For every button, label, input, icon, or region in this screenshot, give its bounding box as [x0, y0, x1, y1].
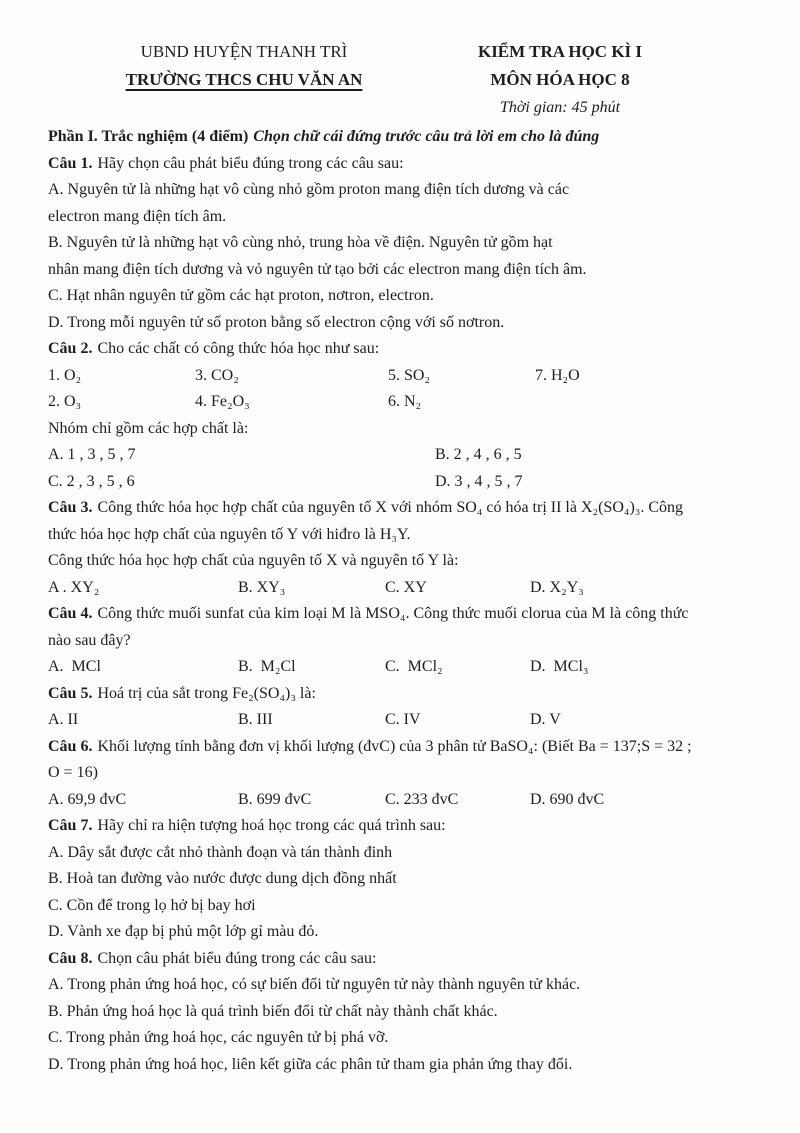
exam-subject: MÔN HÓA HỌC 8: [490, 70, 630, 89]
question-7-heading: [48, 813, 760, 840]
section-heading: [48, 124, 760, 151]
question-5-options: [48, 707, 760, 734]
question-6: [48, 734, 760, 814]
section-label: Phần I. Trắc nghiệm (4 điểm): [48, 128, 249, 145]
question-6-text-line1: Khối lượng tính bằng đơn vị khối lượng (đvC) của 3 phân tử BaSO₄: (Biết Ba = 137;S = 32 ;: [97, 737, 692, 755]
question-3-text-line2: thức hóa học hợp chất của nguyên tố Y với hiđro là H₃Y.: [48, 525, 411, 543]
question-4-option-b: B. M₂Cl: [238, 658, 296, 675]
question-6-option-d: D. 690 đvC: [530, 790, 605, 808]
question-7: [48, 813, 760, 946]
question-2-option-c: C. 2 , 3 , 5 , 6: [48, 472, 135, 490]
question-2-substances-row2: [48, 389, 760, 416]
question-1-heading: [48, 151, 760, 178]
question-8-heading: [48, 946, 760, 973]
exam-duration: Thời gian: 45 phút: [499, 99, 621, 116]
question-3: [48, 495, 760, 601]
question-8-number: Câu 8.: [48, 949, 93, 967]
question-4-heading: [48, 601, 760, 628]
question-4: [48, 601, 760, 681]
question-2-heading: [48, 336, 760, 363]
question-6-options: [48, 787, 760, 814]
question-3-text-line3: Công thức hóa học hợp chất của nguyên tố X và nguyên tố Y là:: [48, 552, 459, 569]
question-8-option-d: D. Trong phản ứng hoá học, liên kết giữa các phân tử tham gia phản ứng thay đổi.: [48, 1055, 573, 1073]
question-5-option-b: B. III: [238, 711, 273, 728]
question-2: [48, 336, 760, 495]
question-1-option-a-line2: electron mang điện tích âm.: [48, 207, 227, 225]
question-5-option-c: C. IV: [385, 711, 421, 728]
question-6-option-b: B. 699 đvC: [238, 790, 312, 808]
question-8-text: Chọn câu phát biểu đúng trong các câu sau:: [97, 949, 377, 967]
substance-2: 2. O₃: [48, 393, 82, 410]
question-3-option-c: C. XY: [385, 578, 427, 596]
question-4-option-a: A. MCl: [48, 658, 101, 675]
substance-blank: [535, 389, 760, 416]
section-instruction: Chọn chữ cái đứng trước câu trả lời em cho là đúng: [253, 128, 600, 145]
question-1: [48, 151, 760, 337]
question-7-option-d: D. Vành xe đạp bị phủ một lớp gỉ màu đỏ.: [48, 923, 319, 940]
question-1-option-c: C. Hạt nhân nguyên tử gồm các hạt proton, nơtron, electron.: [48, 287, 434, 304]
question-2-option-b: B. 2 , 4 , 6 , 5: [435, 446, 522, 463]
question-4-option-d: D. MCl₃: [530, 658, 589, 675]
substance-7: 7. H₂O: [535, 366, 580, 384]
question-4-option-c: C. MCl₂: [385, 658, 443, 675]
question-3-option-b: B. XY₃: [238, 578, 286, 596]
question-5-number: Câu 5.: [48, 684, 93, 702]
question-2-note: Nhóm chỉ gồm các hợp chất là:: [48, 419, 249, 437]
question-3-options: [48, 575, 760, 602]
question-6-option-c: C. 233 đvC: [385, 790, 459, 808]
question-2-number: Câu 2.: [48, 340, 93, 357]
substance-4: 4. Fe₂O₃: [195, 393, 250, 410]
question-4-options: [48, 654, 760, 681]
question-8-option-b: B. Phản ứng hoá học là quá trình biến đổi từ chất này thành chất khác.: [48, 1002, 498, 1020]
question-5: [48, 681, 760, 734]
question-5-text: Hoá trị của sắt trong Fe₂(SO₄)₃ là:: [97, 684, 316, 702]
question-1-text: Hãy chọn câu phát biểu đúng trong các câu sau:: [97, 154, 404, 172]
question-6-text-line2: O = 16): [48, 764, 98, 781]
question-5-option-d: D. V: [530, 711, 561, 728]
question-2-option-a: A. 1 , 3 , 5 , 7: [48, 446, 136, 463]
document-header: [48, 38, 760, 124]
exam-body: [48, 124, 760, 1078]
question-7-option-c: C. Cồn để trong lọ hở bị bay hơi: [48, 896, 256, 914]
substance-5: 5. SO₂: [388, 366, 431, 384]
question-2-options-row2: [48, 469, 760, 496]
question-1-number: Câu 1.: [48, 154, 93, 172]
question-6-number: Câu 6.: [48, 737, 93, 755]
issuing-authority: UBND HUYỆN THANH TRÌ: [140, 42, 348, 61]
school-name: TRƯỜNG THCS CHU VĂN AN: [125, 70, 363, 89]
question-5-heading: [48, 681, 760, 708]
question-3-option-d: D. X₂Y₃: [530, 578, 584, 596]
question-2-options-row1: [48, 442, 760, 469]
question-3-text-line1: Công thức hóa học hợp chất của nguyên tố X với nhóm SO₄ có hóa trị II là X₂(SO₄)₃. Công: [97, 499, 684, 516]
header-left-block: [48, 38, 440, 94]
question-7-number: Câu 7.: [48, 817, 93, 834]
question-8: [48, 946, 760, 1079]
question-3-number: Câu 3.: [48, 499, 93, 516]
question-1-option-d: D. Trong mỗi nguyên tử số proton bằng số electron cộng với số nơtron.: [48, 313, 505, 331]
question-2-text: Cho các chất có công thức hóa học như sau:: [97, 340, 380, 357]
question-1-option-b-line2: nhân mang điện tích dương và vỏ nguyên tử tạo bởi các electron mang điện tích âm.: [48, 260, 587, 278]
question-3-heading: [48, 495, 760, 522]
question-8-option-a: A. Trong phản ứng hoá học, có sự biến đổi từ nguyên tử này thành nguyên tử khác.: [48, 976, 581, 993]
question-4-text-line1: Công thức muối sunfat của kim loại M là MSO₄. Công thức muối clorua của M là công thức: [97, 605, 689, 622]
question-4-number: Câu 4.: [48, 605, 93, 622]
question-3-option-a: A . XY₂: [48, 578, 100, 596]
question-7-option-b: B. Hoà tan đường vào nước được dung dịch đồng nhất: [48, 870, 397, 887]
question-7-option-a: A. Dây sắt được cắt nhỏ thành đoạn và tán thành đinh: [48, 843, 393, 861]
question-2-substances-row1: [48, 363, 760, 390]
substance-1: 1. O₂: [48, 366, 82, 384]
question-8-option-c: C. Trong phản ứng hoá học, các nguyên tử bị phá vỡ.: [48, 1029, 389, 1046]
substance-3: 3. CO₂: [195, 366, 239, 384]
substance-6: 6. N₂: [388, 393, 422, 410]
question-2-option-d: D. 3 , 4 , 5 , 7: [435, 472, 523, 490]
question-1-option-a-line1: A. Nguyên tử là những hạt vô cùng nhỏ gồm proton mang điện tích dương và các: [48, 181, 570, 198]
question-4-text-line2: nào sau đây?: [48, 631, 131, 649]
exam-title: KIỂM TRA HỌC KÌ I: [477, 42, 643, 61]
question-7-text: Hãy chỉ ra hiện tượng hoá học trong các quá trình sau:: [97, 817, 446, 834]
question-6-option-a: A. 69,9 đvC: [48, 790, 127, 808]
question-6-heading: [48, 734, 760, 761]
question-5-option-a: A. II: [48, 711, 79, 728]
question-1-option-b-line1: B. Nguyên tử là những hạt vô cùng nhỏ, trung hòa về điện. Nguyên tử gồm hạt: [48, 234, 553, 251]
header-right-block: [450, 38, 670, 122]
